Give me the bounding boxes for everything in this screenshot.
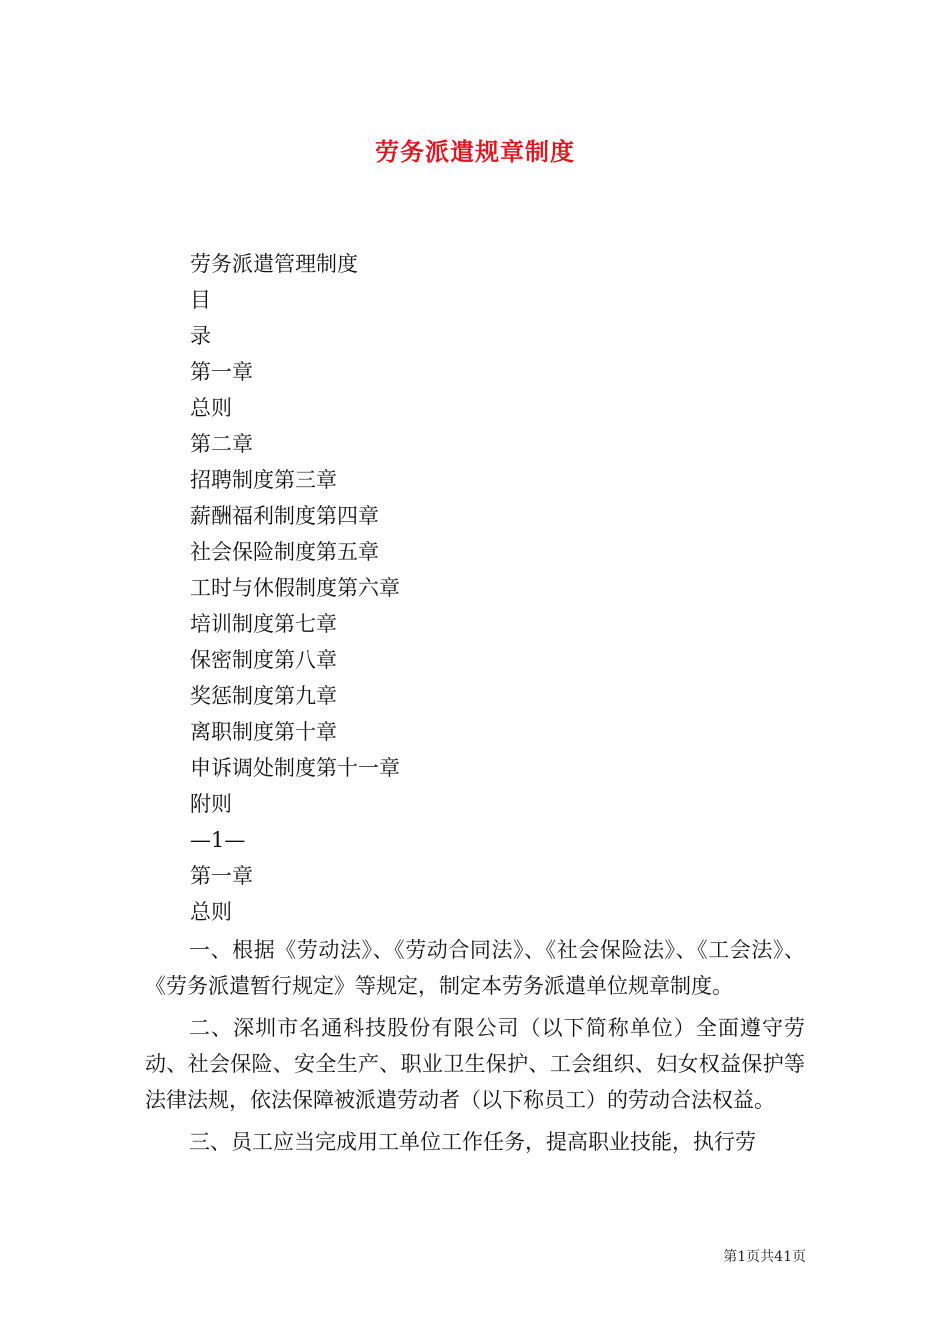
toc-line: 附则 [190, 792, 232, 816]
toc-line: 离职制度第十章 [190, 720, 337, 744]
body-text [145, 932, 805, 1166]
chapter-heading: 第一章 [190, 864, 253, 888]
paragraph: 三、员工应当完成用工单位工作任务，提高职业技能，执行劳 [189, 1130, 756, 1154]
toc-line: 总则 [190, 396, 232, 420]
toc-line: 录 [190, 324, 211, 348]
paragraph: 一、根据《劳动法》、《劳动合同法》、《社会保险法》、《工会法》、《劳务派遣暂行规定》等规定，制定本劳务派遣单位规章制度。 [145, 938, 805, 998]
paragraph: 二、深圳市名通科技股份有限公司（以下简称单位）全面遵守劳动、社会保险、安全生产、职业卫生保护、工会组织、妇女权益保护等法律法规，依法保障被派遣劳动者（以下称员工）的劳动合法权益。 [145, 1016, 805, 1112]
chapter-subheading: 总则 [190, 900, 232, 924]
toc-line: 第一章 [190, 360, 253, 384]
toc-line: 工时与休假制度第六章 [190, 576, 400, 600]
document-title: 劳务派遣规章制度 [375, 137, 575, 166]
toc-line: 第二章 [190, 432, 253, 456]
page-footer: 第1页共41页 [723, 1249, 806, 1265]
toc-line: 招聘制度第三章 [190, 468, 337, 492]
toc-line: 薪酬福利制度第四章 [190, 504, 379, 528]
toc-line: 培训制度第七章 [190, 612, 337, 636]
toc-line: 目 [190, 288, 211, 312]
toc-line: 社会保险制度第五章 [190, 540, 379, 564]
toc-line: 劳务派遣管理制度 [190, 252, 358, 276]
toc-line: 奖惩制度第九章 [190, 684, 337, 708]
table-of-contents [190, 246, 400, 930]
toc-line: 申诉调处制度第十一章 [190, 756, 400, 780]
page-number-marker: —1— [190, 828, 246, 852]
toc-line: 保密制度第八章 [190, 648, 337, 672]
